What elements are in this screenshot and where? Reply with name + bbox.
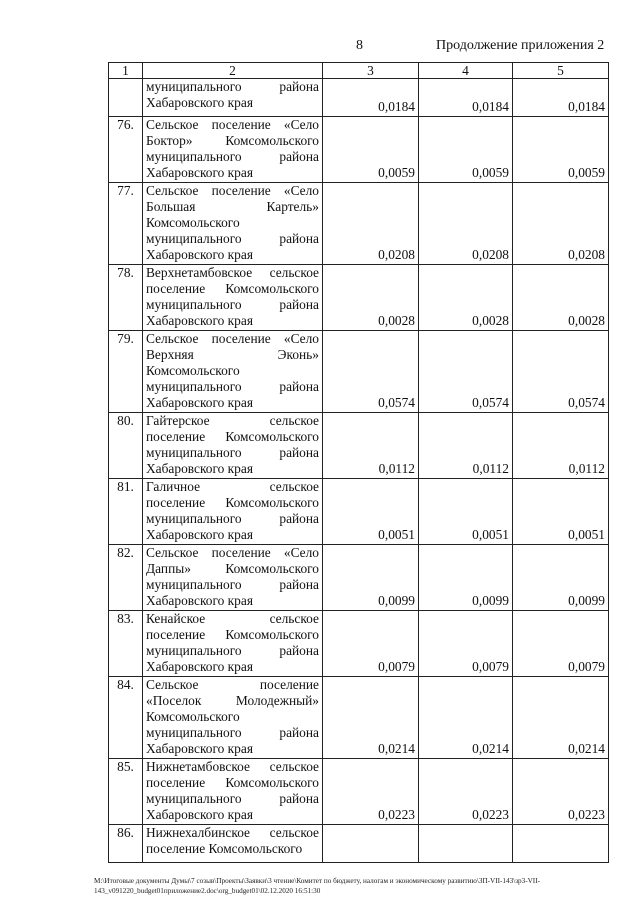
value-column-4: 0,0112 — [419, 413, 513, 479]
settlement-name-line: Хабаровского края — [146, 527, 253, 542]
settlement-name-line: Сельское поселение «Село — [146, 183, 319, 198]
settlement-name-line: Сельское поселение «Село — [146, 117, 319, 132]
table-row — [109, 117, 609, 183]
value-column-5: 0,0223 — [513, 759, 609, 825]
settlement-name-line: поселение Комсомольского — [146, 495, 319, 510]
table-row — [109, 79, 609, 117]
value-column-4: 0,0184 — [419, 79, 513, 117]
value-column-5: 0,0051 — [513, 479, 609, 545]
value-column-3: 0,0059 — [323, 117, 419, 183]
row-number: 80. — [109, 413, 143, 479]
settlement-name-line: Нижнехалбинское сельское — [146, 825, 319, 840]
settlement-name-line: муниципального района — [146, 445, 319, 460]
settlement-name-line: Хабаровского края — [146, 741, 253, 756]
row-number: 79. — [109, 331, 143, 413]
settlement-name — [143, 265, 323, 331]
column-header-2: 2 — [143, 63, 323, 79]
settlement-name-line: муниципального района — [146, 643, 319, 658]
row-number: 77. — [109, 183, 143, 265]
settlement-name-line: «Поселок Молодежный» — [146, 693, 319, 708]
settlement-name-line: муниципального района — [146, 379, 319, 394]
settlement-name-line: муниципального района — [146, 79, 319, 94]
value-column-4 — [419, 825, 513, 863]
settlement-name-line: поселение Комсомольского — [146, 429, 319, 444]
settlement-name-line: Галичное сельское — [146, 479, 319, 494]
value-column-4: 0,0028 — [419, 265, 513, 331]
table-row — [109, 331, 609, 413]
value-column-5: 0,0208 — [513, 183, 609, 265]
settlement-name-line: Сельское поселение — [146, 677, 319, 692]
settlement-name-line: Сельское поселение «Село — [146, 331, 319, 346]
row-number: 85. — [109, 759, 143, 825]
settlement-name-line: Комсомольского — [146, 709, 240, 724]
column-header-5: 5 — [513, 63, 609, 79]
column-header-3: 3 — [323, 63, 419, 79]
value-column-3: 0,0184 — [323, 79, 419, 117]
value-column-3: 0,0574 — [323, 331, 419, 413]
settlement-name-line: Хабаровского края — [146, 807, 253, 822]
settlement-name — [143, 413, 323, 479]
settlement-name-line: Верхнетамбовское сельское — [146, 265, 319, 280]
table-row — [109, 413, 609, 479]
settlement-name-line: Гайтерское сельское — [146, 413, 319, 428]
row-number: 78. — [109, 265, 143, 331]
value-column-3: 0,0099 — [323, 545, 419, 611]
settlement-name — [143, 611, 323, 677]
value-column-5: 0,0079 — [513, 611, 609, 677]
row-number: 76. — [109, 117, 143, 183]
column-header-row — [109, 63, 609, 79]
settlement-name-line: Кенайское сельское — [146, 611, 319, 626]
settlement-name — [143, 183, 323, 265]
row-number: 82. — [109, 545, 143, 611]
value-column-4: 0,0059 — [419, 117, 513, 183]
value-column-4: 0,0223 — [419, 759, 513, 825]
table-row — [109, 265, 609, 331]
settlement-name-line: Комсомольского — [146, 363, 240, 378]
table-row — [109, 825, 609, 863]
settlement-name-line: Боктор» Комсомольского — [146, 133, 319, 148]
settlement-name-line: поселение Комсомольского — [146, 281, 319, 296]
settlement-name — [143, 117, 323, 183]
column-header-1: 1 — [109, 63, 143, 79]
value-column-5: 0,0099 — [513, 545, 609, 611]
settlement-name-line: Хабаровского края — [146, 659, 253, 674]
table-row — [109, 677, 609, 759]
settlement-name — [143, 825, 323, 863]
settlement-name — [143, 331, 323, 413]
row-number: 84. — [109, 677, 143, 759]
settlement-name-line: Хабаровского края — [146, 593, 253, 608]
table-row — [109, 479, 609, 545]
value-column-4: 0,0214 — [419, 677, 513, 759]
value-column-3: 0,0028 — [323, 265, 419, 331]
settlement-name-line: муниципального района — [146, 231, 319, 246]
row-number: 83. — [109, 611, 143, 677]
value-column-5 — [513, 825, 609, 863]
settlement-name — [143, 677, 323, 759]
settlement-name-line: Хабаровского края — [146, 313, 253, 328]
settlement-name-line: муниципального района — [146, 725, 319, 740]
value-column-5: 0,0059 — [513, 117, 609, 183]
value-column-3: 0,0214 — [323, 677, 419, 759]
value-column-3: 0,0208 — [323, 183, 419, 265]
settlement-name-line: Хабаровского края — [146, 461, 253, 476]
settlement-name-line: муниципального района — [146, 577, 319, 592]
value-column-5: 0,0028 — [513, 265, 609, 331]
settlement-name-line: Большая Картель» — [146, 199, 319, 214]
settlement-name-line: Хабаровского края — [146, 395, 253, 410]
settlement-name-line: поселение Комсомольского — [146, 627, 319, 642]
row-number — [109, 79, 143, 117]
settlement-name-line: поселение Комсомольского — [146, 775, 319, 790]
value-column-4: 0,0574 — [419, 331, 513, 413]
continuation-label: Продолжение приложения 2 — [436, 38, 605, 53]
value-column-3: 0,0051 — [323, 479, 419, 545]
settlement-name-line: Нижнетамбовское сельское — [146, 759, 319, 774]
settlement-name — [143, 79, 323, 117]
value-column-4: 0,0208 — [419, 183, 513, 265]
value-column-3 — [323, 825, 419, 863]
settlement-name — [143, 545, 323, 611]
value-column-4: 0,0051 — [419, 479, 513, 545]
value-column-4: 0,0079 — [419, 611, 513, 677]
table-row — [109, 759, 609, 825]
settlement-name-line: Верхняя Эконь» — [146, 347, 319, 362]
table-row — [109, 183, 609, 265]
value-column-5: 0,0112 — [513, 413, 609, 479]
settlement-name-line: поселение Комсомольского — [146, 841, 303, 856]
table-row — [109, 611, 609, 677]
settlement-name-line: Сельское поселение «Село — [146, 545, 319, 560]
settlement-name — [143, 759, 323, 825]
budget-table — [108, 62, 609, 863]
settlement-name-line: Хабаровского края — [146, 165, 253, 180]
page-number: 8 — [356, 38, 363, 53]
settlement-name-line: муниципального района — [146, 511, 319, 526]
value-column-5: 0,0574 — [513, 331, 609, 413]
row-number: 86. — [109, 825, 143, 863]
value-column-3: 0,0079 — [323, 611, 419, 677]
table-row — [109, 545, 609, 611]
settlement-name-line: муниципального района — [146, 297, 319, 312]
value-column-4: 0,0099 — [419, 545, 513, 611]
value-column-5: 0,0214 — [513, 677, 609, 759]
settlement-name-line: Хабаровского края — [146, 247, 253, 262]
settlement-name-line: муниципального района — [146, 791, 319, 806]
settlement-name-line: Хабаровского края — [146, 95, 253, 110]
settlement-name-line: муниципального района — [146, 149, 319, 164]
value-column-3: 0,0112 — [323, 413, 419, 479]
settlement-name-line: Комсомольского — [146, 215, 240, 230]
value-column-5: 0,0184 — [513, 79, 609, 117]
row-number: 81. — [109, 479, 143, 545]
settlement-name-line: Даппы» Комсомольского — [146, 561, 319, 576]
column-header-4: 4 — [419, 63, 513, 79]
footer-file-path: M:\Итоговые документы Думы\7 созыв\Проекты\Заявки\3 чтение\Комитет по бюджету, налогам и экономическому развитию\ЗП-VII-143\зр3-VII-143_v091220_budget01приложение2.doc\org_budget01\02.12.2020 16:51:30 — [94, 877, 540, 895]
value-column-3: 0,0223 — [323, 759, 419, 825]
settlement-name — [143, 479, 323, 545]
